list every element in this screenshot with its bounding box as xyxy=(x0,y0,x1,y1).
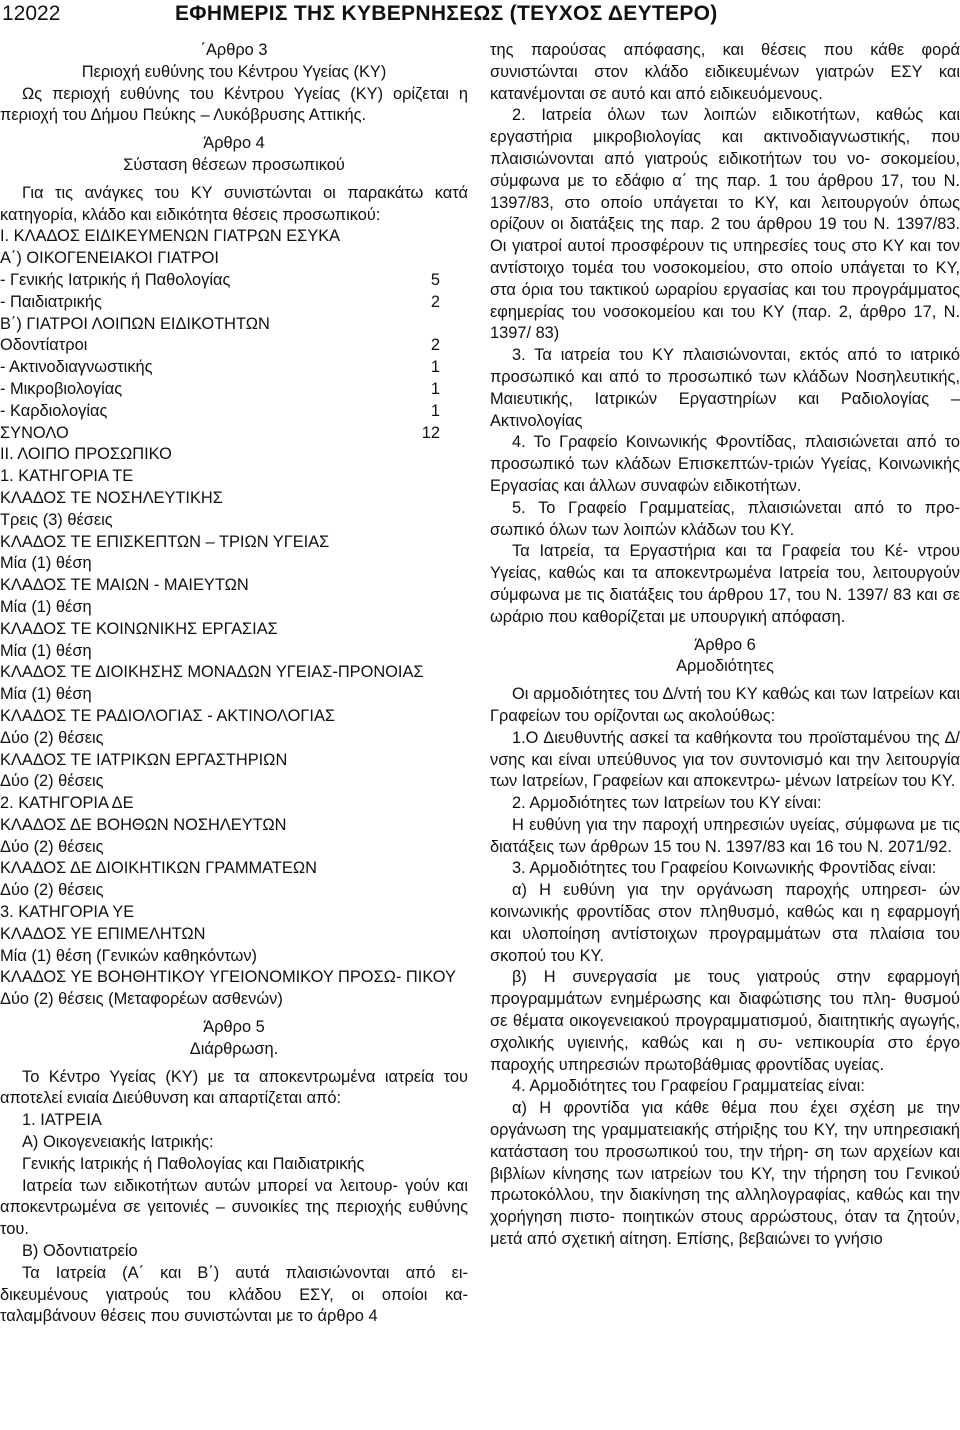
list-line: Μία (1) θέση xyxy=(0,685,92,704)
list-line: Μία (1) θέση xyxy=(0,554,92,573)
paragraph: της παρούσας απόφασης, και θέσεις που κάθε φορά συνιστώνται στον κλάδο ειδικευμένων γιατρών ΕΣΥ και κατανέμονται σε αυτό και από ειδικευόμενους. xyxy=(490,41,960,103)
paragraph: Η ευθύνη για την παροχή υπηρεσιών υγείας, σύμφωνα με τις διατάξεις των άρθρων 15 του Ν. 1397/83 και 16 του Ν. 2071/92. xyxy=(490,815,960,856)
left-column xyxy=(0,40,468,1328)
table-row: - Γενικής Ιατρικής ή Παθολογίας 5 xyxy=(0,270,440,289)
paragraph: Τα Ιατρεία (Α΄ και Β΄) αυτά πλαισιώνονται από ει- δικευμένους γιατρούς του κλάδου ΕΣΥ, οι οποίοι κα- ταλαμβάνουν θέσεις που συνιστώνται με το άρθρο 4 xyxy=(0,1263,468,1326)
article-3-subtitle: Περιοχή ευθύνης του Κέντρου Υγείας (ΚΥ) xyxy=(81,62,387,81)
article-6-subtitle: Αρμοδιότητες xyxy=(676,657,774,676)
paragraph: Α) Οικογενειακής Ιατρικής: xyxy=(22,1133,214,1152)
article-6-title: Άρθρο 6 xyxy=(694,635,756,654)
right-column xyxy=(490,40,960,1251)
page-number: 12022 xyxy=(2,2,61,25)
paragraph: 5. Το Γραφείο Γραμματείας, πλαισιώνεται από το προ- σωπικό όλων των λοιπών κλάδων του ΚΥ. xyxy=(490,498,960,539)
paragraph: α) Η ευθύνη για την οργάνωση παροχής υπηρεσι- ών κοινωνικής φροντίδας στον πληθυσμό, καθώς και η εφαρμογή και υλοποίηση αντίστοιχων προγραμμάτων στα πλαίσια του σκοπού του ΚΥ. xyxy=(490,881,960,965)
list-line: ΙΙ. ΛΟΙΠΟ ΠΡΟΣΩΠΙΚΟ xyxy=(0,445,172,464)
paragraph: 4. Το Γραφείο Κοινωνικής Φροντίδας, πλαισιώνεται από το προσωπικό των κλάδων Επισκεπτών-τριών Υγείας, Κοινωνικής Εργασίας και άλλων συναφών ειδικοτήτων. xyxy=(490,433,960,495)
list-line: Μία (1) θέση (Γενικών καθηκόντων) xyxy=(0,946,257,965)
list-line: ΚΛΑΔΟΣ ΤΕ ΔΙΟΙΚΗΣΗΣ ΜΟΝΑΔΩΝ ΥΓΕΙΑΣ-ΠΡΟΝΟΙΑΣ xyxy=(0,663,424,682)
article-3-title: ΄Αρθρο 3 xyxy=(200,41,268,59)
list-line: ΚΛΑΔΟΣ ΥΕ ΒΟΗΘΗΤΙΚΟΥ ΥΓΕΙΟΝΟΜΙΚΟΥ ΠΡΟΣΩ- ΠΙΚΟΥ xyxy=(0,968,456,987)
article-5-subtitle: Διάρθρωση. xyxy=(189,1039,279,1058)
list-line: Δύο (2) θέσεις xyxy=(0,881,104,900)
list-line: Δύο (2) θέσεις xyxy=(0,728,104,747)
article-4-intro: Για τις ανάγκες του ΚΥ συνιστώνται οι παρακάτω κατά κατηγορία, κλάδο και ειδικότητα θέσεις προσωπικού: xyxy=(0,183,468,224)
group-heading: Α΄) ΟΙΚΟΓΕΝΕΙΑΚΟΙ ΓΙΑΤΡΟΙ xyxy=(0,249,219,268)
paragraph: Το Κέντρο Υγείας (ΚΥ) με τα αποκεντρωμένα ιατρεία του αποτελεί ενιαία Διεύθυνση και απαρτίζεται από: xyxy=(0,1067,468,1108)
paragraph: 1. ΙΑΤΡΕΙΑ xyxy=(22,1111,102,1130)
table-row: Οδοντίατροι 2 xyxy=(0,336,440,355)
paragraph: Τα Ιατρεία, τα Εργαστήρια και τα Γραφεία του Κέ- ντρου Υγείας, καθώς και τα αποκεντρωμένα Ιατρεία του, λειτουργούν σύμφωνα με τις διατάξεις του άρθρου 17, του Ν. 1397/ 83 και σε ωράριο που καθορίζεται με υπουργική απόφαση. xyxy=(490,542,960,626)
paragraph: 2. Αρμοδιότητες των Ιατρείων του ΚΥ είναι: xyxy=(512,794,822,813)
list-line: ΚΛΑΔΟΣ ΔΕ ΔΙΟΙΚΗΤΙΚΩΝ ΓΡΑΜΜΑΤΕΩΝ xyxy=(0,859,317,878)
table-row: - Παιδιατρικής 2 xyxy=(0,292,440,311)
list-line: Δύο (2) θέσεις (Μεταφορέων ασθενών) xyxy=(0,990,283,1009)
list-line: ΚΛΑΔΟΣ ΤΕ ΡΑΔΙΟΛΟΓΙΑΣ - ΑΚΤΙΝΟΛΟΓΙΑΣ xyxy=(0,706,336,725)
paragraph: Οι αρμοδιότητες του Δ/ντή του ΚΥ καθώς και των Ιατρείων και Γραφείων του ορίζονται ως ακολούθως: xyxy=(490,685,960,725)
paragraph: 4. Αρμοδιότητες του Γραφείου Γραμματείας είναι: xyxy=(512,1077,865,1096)
total-row: ΣΥΝΟΛΟ 12 xyxy=(0,423,440,442)
list-line: Μία (1) θέση xyxy=(0,641,92,660)
list-line: 3. ΚΑΤΗΓΟΡΙΑ ΥΕ xyxy=(0,903,135,922)
list-line: Δύο (2) θέσεις xyxy=(0,837,104,856)
list-line: 1. ΚΑΤΗΓΟΡΙΑ ΤΕ xyxy=(0,467,134,486)
paragraph: Β) Οδοντιατρείο xyxy=(22,1242,138,1261)
list-line: ΚΛΑΔΟΣ ΤΕ ΜΑΙΩΝ - ΜΑΙΕΥΤΩΝ xyxy=(0,576,249,595)
paragraph: β) Η συνεργασία με τους γιατρούς στην εφαρμογή προγραμμάτων ενημέρωσης και διαφώτισης του πλη- θυσμού σε θέματα οικογενειακού προγραμματισμού, διαιτητικής αγωγής, σχολικής υγιεινής, καθώς και η συ- νεπικουρία στο έργο παροχής υπηρεσιών πρωτοβάθμιας φροντίδας υγείας. xyxy=(490,968,960,1074)
list-line: Δύο (2) θέσεις xyxy=(0,772,104,791)
list-line: ΚΛΑΔΟΣ ΤΕ ΙΑΤΡΙΚΩΝ ΕΡΓΑΣΤΗΡΙΩΝ xyxy=(0,750,288,769)
paragraph: 1.Ο Διευθυντής ασκεί τα καθήκοντα του προϊσταμένου της Δ/νσης και είναι υπεύθυνος για τον συντονισμό και την λειτουργία των Ιατρείων, Γραφείων και αποκεντρω- μένων Ιατρείων του ΚΥ. xyxy=(490,728,960,791)
list-line: Τρεις (3) θέσεις xyxy=(0,510,113,529)
article-4-title: Άρθρο 4 xyxy=(203,134,265,153)
list-line: Μία (1) θέση xyxy=(0,597,92,616)
paragraph: 2. Ιατρεία όλων των λοιπών ειδικοτήτων, καθώς και εργαστήρια μικροβιολογίας και ακτινοδιαγνωστικής, που πλαισιώνονται από γιατρούς ειδικοτήτων του νο- σοκομείου, σύμφωνα με το εδάφιο α΄ της παρ. 1 του άρθρου 17, του Ν. 1397/83, στο οποίο υπάγεται το ΚΥ, και λειτουργούν όπως ορίζουν οι διατάξεις της παρ. 2 του άρθρου 19 του Ν. 1397/83. Οι γιατροί αυτοί προσφέρουν τις υπηρεσίες τους στο ΚΥ και τον αντίστοιχο τομέα του νοσοκομείου, στο οποίο υπάγεται το ΚΥ, στα όρια του τακτικού ωραρίου εργασίας και του προγράμματος εφημερίας του νοσοκομείου και του ΚΥ (παρ. 2, άρθρο 17, Ν. 1397/ 83) xyxy=(490,106,960,343)
list-line: ΚΛΑΔΟΣ ΤΕ ΕΠΙΣΚΕΠΤΩΝ – ΤΡΙΩΝ ΥΓΕΙΑΣ xyxy=(0,532,330,551)
paragraph: α) Η φροντίδα για κάθε θέμα που έχει σχέση με την οργάνωση της γραμματειακής στήριξης του ΚΥ, την υπηρεσιακή κατάσταση του προσωπικού του, την τήρη- ση των αρχείων και βιβλίων κίνησης των ιατρείων του ΚΥ, την τήρηση του Γενικού πρωτοκόλλου, την διακίνηση της αλληλογραφίας, καθώς και την χορήγηση πιστο- ποιητικών στους αρρώστους, όταν τα ζητούν, μετά από σχετική αίτηση. Επίσης, βεβαιώνει το γνήσιο xyxy=(490,1099,960,1249)
page-header xyxy=(0,0,960,34)
article-5-title: Άρθρο 5 xyxy=(203,1018,265,1037)
paragraph: Γενικής Ιατρικής ή Παθολογίας και Παιδιατρικής xyxy=(22,1154,365,1173)
list-line: ΚΛΑΔΟΣ ΥΕ ΕΠΙΜΕΛΗΤΩΝ xyxy=(0,924,206,943)
list-line: ΚΛΑΔΟΣ ΤΕ ΚΟΙΝΩΝΙΚΗΣ ΕΡΓΑΣΙΑΣ xyxy=(0,619,278,638)
section-heading: Ι. ΚΛΑΔΟΣ ΕΙΔΙΚΕΥΜΕΝΩΝ ΓΙΑΤΡΩΝ ΕΣΥΚΑ xyxy=(0,227,341,246)
article-4-subtitle: Σύσταση θέσεων προσωπικού xyxy=(123,155,345,174)
paragraph: Ιατρεία των ειδικοτήτων αυτών μπορεί να λειτουρ- γούν και αποκεντρωμένα σε γειτονιές – συνοικίες της περιοχής ευθύνης του. xyxy=(0,1176,468,1239)
gazette-title: ΕΦΗΜΕΡΙΣ ΤΗΣ ΚΥΒΕΡΝΗΣΕΩΣ (ΤΕΥΧΟΣ ΔΕΥΤΕΡΟ) xyxy=(175,2,718,25)
paragraph: 3. Αρμοδιότητες του Γραφείου Κοινωνικής Φροντίδας είναι: xyxy=(512,859,937,878)
paragraph: 3. Τα ιατρεία του ΚΥ πλαισιώνονται, εκτός από το ιατρικό προσωπικό και από το προσωπικό των κλάδων Νοσηλευτικής, Μαιευτικής, Ιατρικών Εργαστηρίων και Ραδιολογίας – Ακτινολογίας xyxy=(490,346,960,430)
list-line: ΚΛΑΔΟΣ ΤΕ ΝΟΣΗΛΕΥΤΙΚΗΣ xyxy=(0,488,223,507)
table-row: - Καρδιολογίας 1 xyxy=(0,401,440,420)
list-line: 2. ΚΑΤΗΓΟΡΙΑ ΔΕ xyxy=(0,794,134,813)
article-3-text: Ως περιοχή ευθύνης του Κέντρου Υγείας (ΚΥ) ορίζεται η περιοχή του Δήμου Πεύκης – Λυκόβρυσης Αττικής. xyxy=(0,84,468,125)
group-heading: Β΄) ΓΙΑΤΡΟΙ ΛΟΙΠΩΝ ΕΙΔΙΚΟΤΗΤΩΝ xyxy=(0,314,270,333)
table-row: - Μικροβιολογίας 1 xyxy=(0,379,440,398)
table-row: - Ακτινοδιαγνωστικής 1 xyxy=(0,358,440,377)
list-line: ΚΛΑΔΟΣ ΔΕ ΒΟΗΘΩΝ ΝΟΣΗΛΕΥΤΩΝ xyxy=(0,815,287,834)
